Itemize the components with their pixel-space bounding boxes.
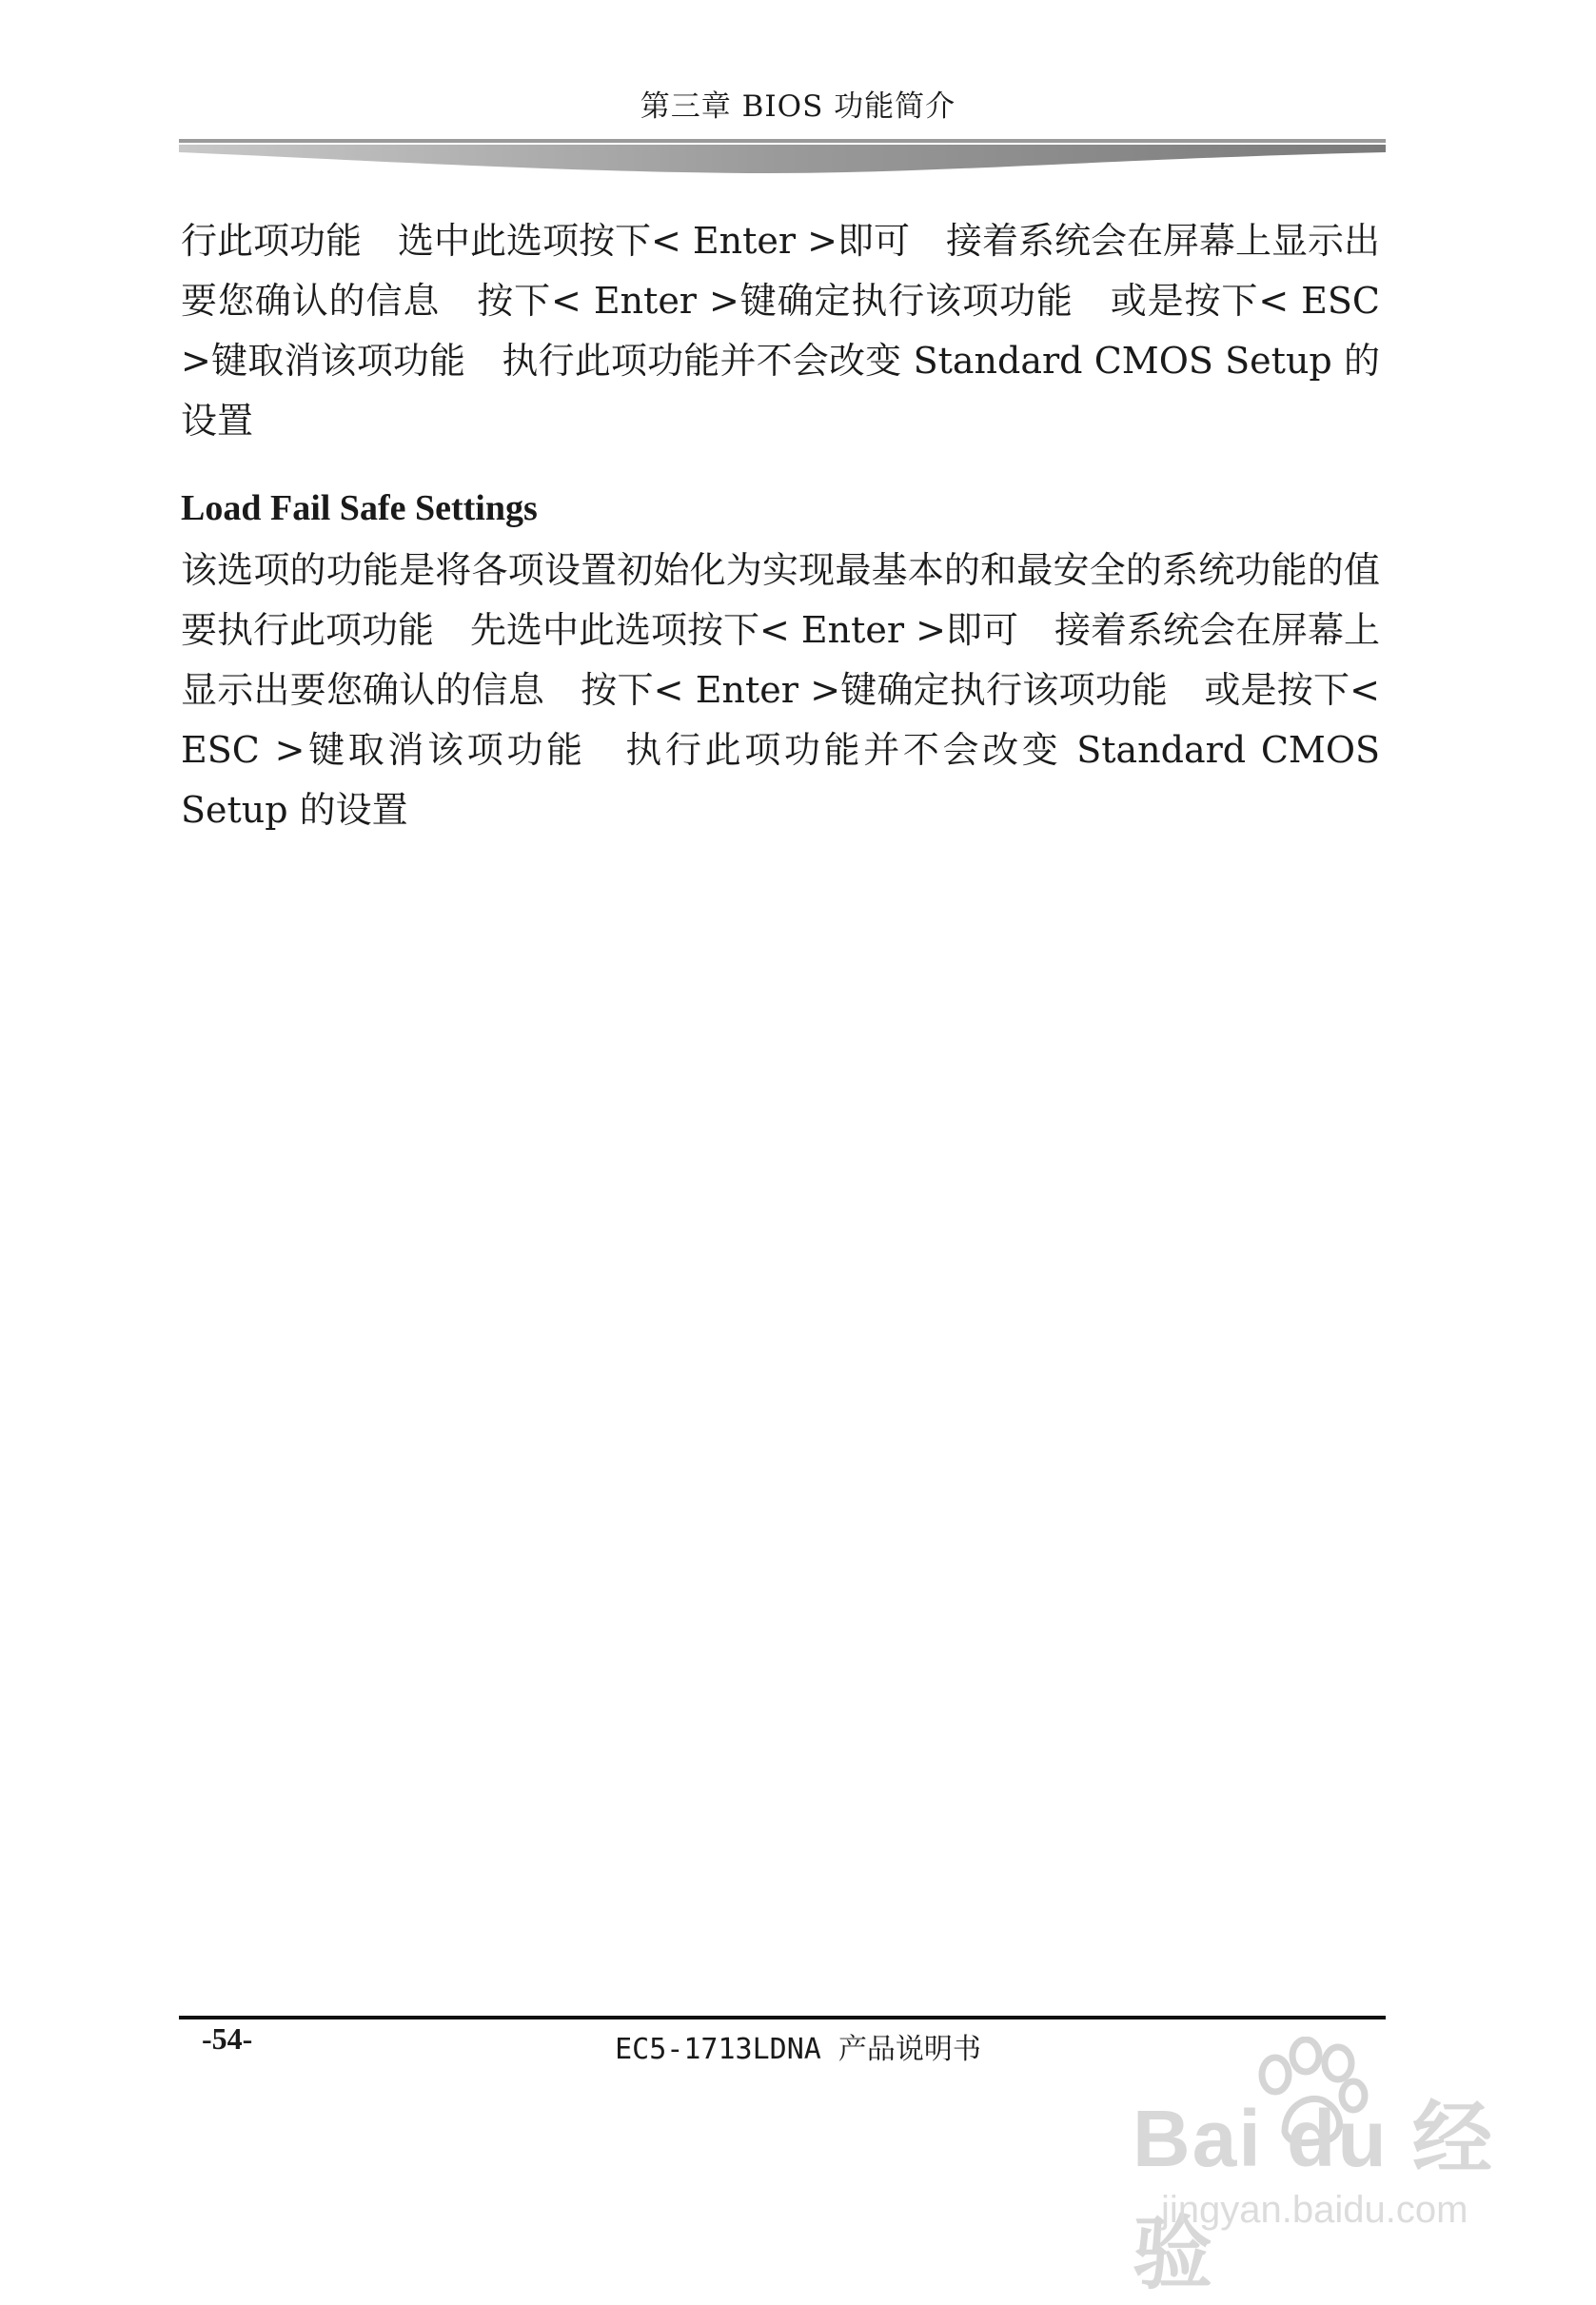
baidu-watermark	[1133, 2037, 1513, 2298]
footer-doc-title: EC5-1713LDNA 产品说明书	[615, 2033, 981, 2066]
section-paragraph: 该选项的功能是将各项设置初始化为实现最基本的和最安全的系统功能的值 要执行此项功能 先选中此选项按下< Enter >即可 接着系统会在屏幕上显示出要您确认的信息 按下< Enter >键确定执行该项功能 或是按下< ESC >键取消该项功能 执行此项功能并不会改变 Standard CMOS Setup 的设置	[181, 549, 1417, 831]
page-header-title: 第三章 BIOS 功能简介	[640, 89, 956, 124]
continued-paragraph: 行此项功能 选中此选项按下< Enter >即可 接着系统会在屏幕上显示出要您确认的信息 按下< Enter >键确定执行该项功能 或是按下< ESC >键取消该项功能 执行此项功能并不会改变 Standard CMOS Setup 的设置	[181, 220, 1380, 442]
section-heading: Load Fail Safe Settings	[181, 488, 538, 528]
header-rule	[179, 139, 1386, 175]
watermark-url: jingyan.baidu.com	[1161, 2189, 1468, 2231]
watermark-brand: Bai du 经验	[1133, 2094, 1495, 2298]
page-number: -54-	[202, 2021, 253, 2056]
footer-rule	[179, 2016, 1386, 2019]
